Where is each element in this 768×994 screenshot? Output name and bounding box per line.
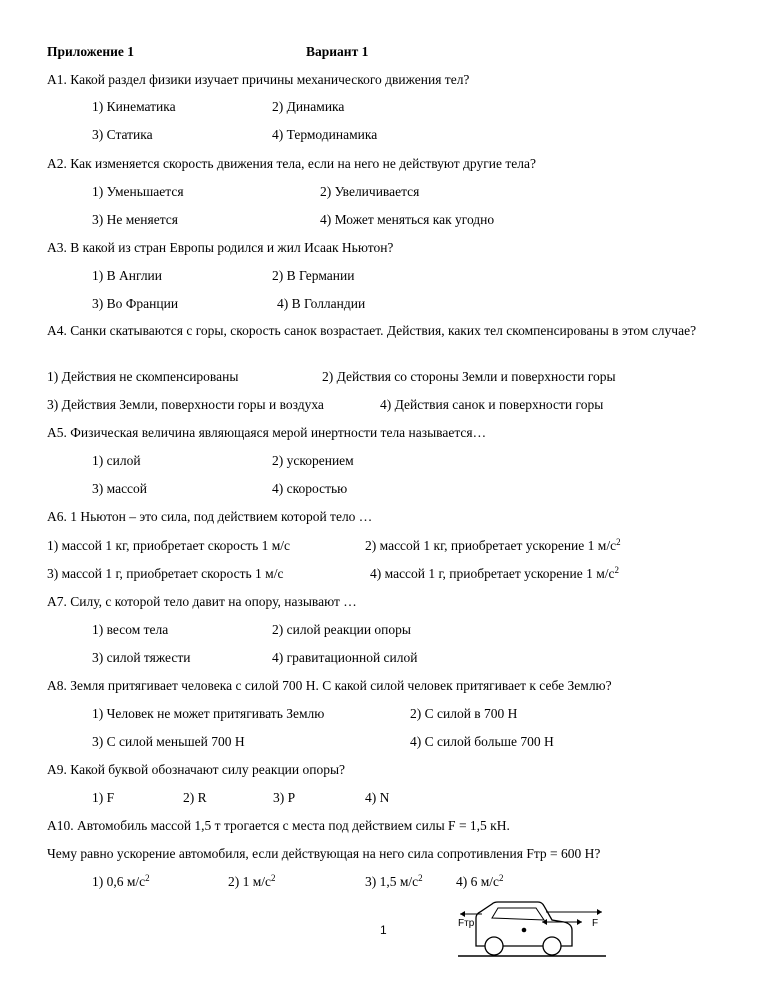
question-a10-cont: Чему равно ускорение автомобиля, если действующая на него сила сопротивления Fтр = 600 Н? <box>47 846 601 861</box>
option: 1) весом тела <box>92 622 169 637</box>
question-a7: А7. Силу, с которой тело давит на опору, называют … <box>47 594 357 609</box>
option: 3) Во Франции <box>92 296 179 311</box>
option: 1) Действия не скомпенсированы <box>47 369 239 384</box>
option: 4) Может меняться как угодно <box>320 212 495 227</box>
option: 3) P <box>273 790 296 805</box>
option: 1) Кинематика <box>92 99 176 114</box>
option: 3) массой 1 г, приобретает скорость 1 м/с <box>47 566 284 581</box>
option: 3) 1,5 $м/с^2$ <box>365 873 423 889</box>
option: 1) F <box>92 790 115 805</box>
question-a9: А9. Какой буквой обозначают силу реакции опоры? <box>47 762 346 777</box>
option: 3) массой <box>92 481 148 496</box>
force-label: F <box>592 918 599 929</box>
option: 1) В Англии <box>92 268 163 283</box>
option: 3) Статика <box>92 127 153 142</box>
option: 4) N <box>365 790 390 805</box>
question-a4: А4. Санки скатываются с горы, скорость санок возрастает. Действия, каких тел скомпенсированы в этом случае? <box>47 323 697 338</box>
question-a8: А8. Земля притягивает человека с силой 700 Н. С какой силой человек притягивает к себе Землю? <box>47 678 612 693</box>
option: 2) Увеличивается <box>320 184 420 199</box>
option: 3) С силой меньшей 700 Н <box>92 734 245 749</box>
option: 1) силой <box>92 453 141 468</box>
option: 1) массой 1 кг, приобретает скорость 1 м/с <box>47 538 291 553</box>
option: 3) Действия Земли, поверхности горы и воздуха <box>47 397 324 412</box>
option: 1) 0,6 $м/с^2$ <box>92 873 150 889</box>
question-a5: А5. Физическая величина являющаяся мерой инертности тела называется… <box>47 425 487 440</box>
variant-title: Вариант 1 <box>306 44 369 59</box>
question-a2: А2. Как изменяется скорость движения тела, если на него не действуют другие тела? <box>47 156 536 171</box>
question-a3: А3. В какой из стран Европы родился и жил Исаак Ньютон? <box>47 240 394 255</box>
option: 4) Термодинамика <box>272 127 378 142</box>
option: 3) Не меняется <box>92 212 178 227</box>
option: 2) С силой в 700 Н <box>410 706 518 721</box>
option: 4) скоростью <box>272 481 348 496</box>
option: 1) Человек не может притягивать Землю <box>92 706 325 721</box>
car-window <box>492 908 544 920</box>
option: 4) гравитационной силой <box>272 650 418 665</box>
wheel-rear <box>485 937 503 955</box>
option: 4) 6 $м/с^2$ <box>456 873 504 889</box>
option: 2) Динамика <box>272 99 345 114</box>
option: 2) силой реакции опоры <box>272 622 411 637</box>
option: 3) силой тяжести <box>92 650 191 665</box>
question-a6: А6. 1 Ньютон – это сила, под действием которой тело … <box>47 509 373 524</box>
friction-label: Fтр <box>458 918 475 929</box>
option: 4) С силой больше 700 Н <box>410 734 554 749</box>
option: 4) массой 1 г, приобретает ускорение 1 $м/с^2$ <box>370 565 620 581</box>
page-number: 1 <box>380 923 387 937</box>
option: 1) Уменьшается <box>92 184 184 199</box>
option: 4) Действия санок и поверхности горы <box>380 397 604 412</box>
car-force-diagram <box>452 900 612 962</box>
option: 4) В Голландии <box>277 296 366 311</box>
option: 2) R <box>183 790 207 805</box>
question-a1: А1. Какой раздел физики изучает причины механического движения тел? <box>47 72 470 87</box>
option: 2) В Германии <box>272 268 355 283</box>
option: 2) массой 1 кг, приобретает ускорение 1 $м/с^2$ <box>365 537 621 553</box>
question-a10: А10. Автомобиль массой 1,5 т трогается с места под действием силы F = 1,5 кН. <box>47 818 510 833</box>
wheel-front <box>543 937 561 955</box>
option: 2) Действия со стороны Земли и поверхности горы <box>322 369 616 384</box>
option: 2) ускорением <box>272 453 354 468</box>
center-of-mass <box>522 928 527 933</box>
option: 2) 1 $м/с^2$ <box>228 873 276 889</box>
appendix-title: Приложение 1 <box>47 44 135 59</box>
